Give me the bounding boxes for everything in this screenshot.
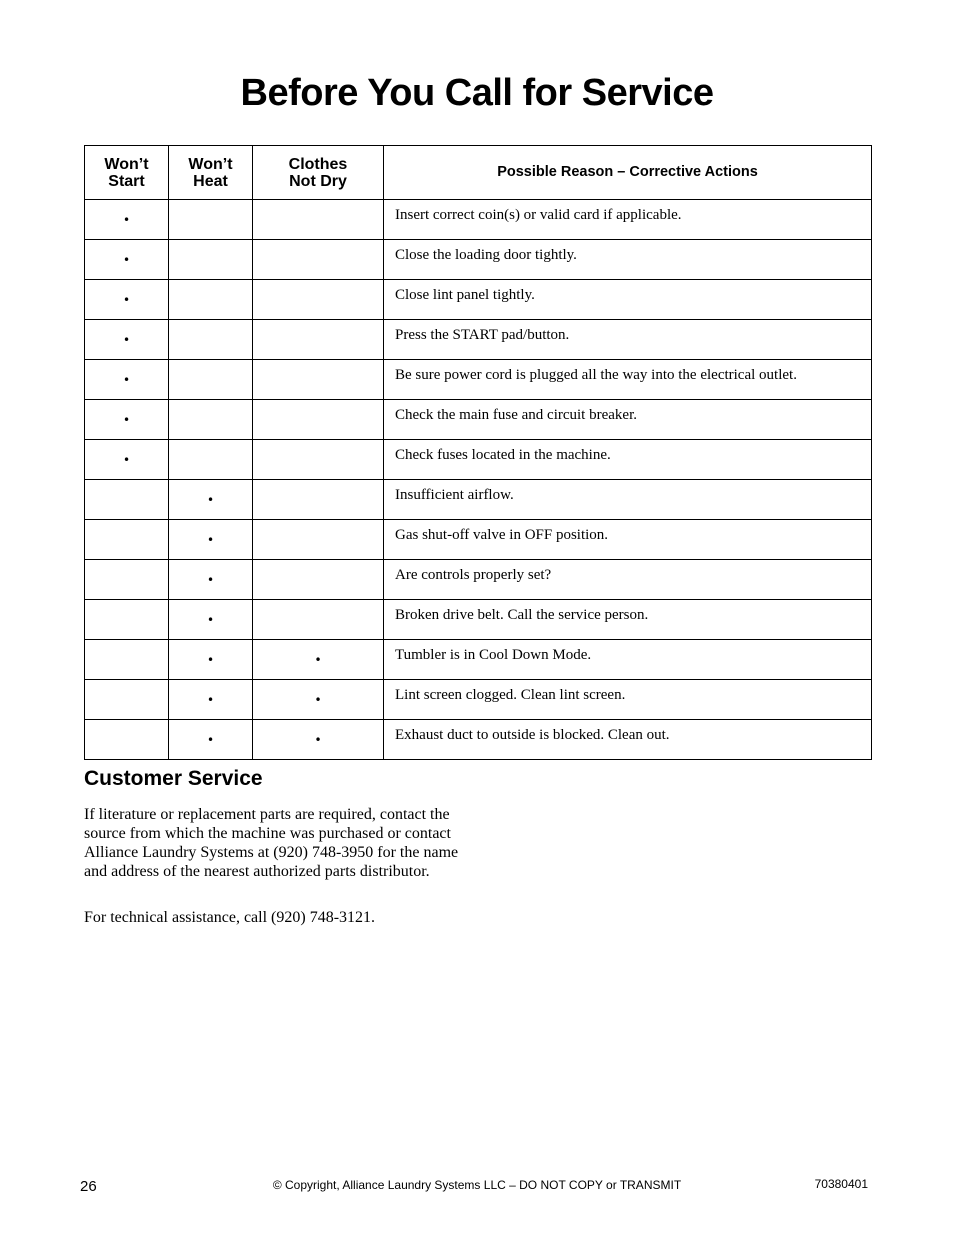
cell-wont-heat: [169, 480, 253, 520]
bullet-mark: •: [206, 612, 215, 627]
table-header-row: [85, 146, 872, 200]
cell-reason: Lint screen clogged. Clean lint screen.: [384, 680, 872, 720]
table-row: [85, 520, 872, 560]
cell-reason: Broken drive belt. Call the service person.: [384, 600, 872, 640]
cell-wont-heat: [169, 680, 253, 720]
cell-not-dry: [253, 520, 384, 560]
cell-reason: Close lint panel tightly.: [384, 280, 872, 320]
bullet-mark: •: [314, 732, 322, 747]
cell-not-dry: [253, 240, 384, 280]
cell-wont-start: [85, 200, 169, 240]
customer-service-heading: Customer Service: [84, 767, 263, 790]
cell-not-dry: [253, 440, 384, 480]
header-possible-reason: Possible Reason – Corrective Actions: [384, 146, 872, 200]
cell-not-dry: [253, 280, 384, 320]
cell-wont-start: [85, 640, 169, 680]
troubleshooting-table: [84, 145, 872, 760]
cell-not-dry: [253, 640, 384, 680]
cell-not-dry: [253, 360, 384, 400]
table-row: [85, 480, 872, 520]
page-title: Before You Call for Service: [240, 72, 714, 114]
cell-wont-heat: [169, 600, 253, 640]
cell-wont-heat: [169, 720, 253, 760]
cell-wont-start: [85, 440, 169, 480]
table-row: [85, 680, 872, 720]
bullet-mark: •: [206, 692, 215, 707]
cell-wont-heat: [169, 200, 253, 240]
cell-wont-start: [85, 600, 169, 640]
cell-wont-heat: [169, 560, 253, 600]
bullet-mark: •: [206, 532, 215, 547]
cell-not-dry: [253, 320, 384, 360]
cell-wont-start: [85, 280, 169, 320]
cell-wont-heat: [169, 440, 253, 480]
table-row: [85, 200, 872, 240]
cell-wont-heat: [169, 320, 253, 360]
cell-wont-start: [85, 400, 169, 440]
table-row: [85, 640, 872, 680]
header-clothes-not-dry: Clothes Not Dry: [253, 146, 384, 200]
cell-wont-heat: [169, 280, 253, 320]
header-wont-heat: Won’t Heat: [169, 146, 253, 200]
table-row: [85, 240, 872, 280]
cell-wont-heat: [169, 360, 253, 400]
bullet-mark: •: [122, 252, 131, 267]
cell-reason: Gas shut-off valve in OFF position.: [384, 520, 872, 560]
table-row: [85, 400, 872, 440]
cell-wont-start: [85, 520, 169, 560]
cell-reason: Insufficient airflow.: [384, 480, 872, 520]
cell-reason: Check fuses located in the machine.: [384, 440, 872, 480]
bullet-mark: •: [122, 412, 131, 427]
cell-reason: Check the main fuse and circuit breaker.: [384, 400, 872, 440]
cell-reason: Exhaust duct to outside is blocked. Clean out.: [384, 720, 872, 760]
table-row: [85, 720, 872, 760]
cell-reason: Tumbler is in Cool Down Mode.: [384, 640, 872, 680]
bullet-mark: •: [314, 652, 322, 667]
cell-wont-start: [85, 320, 169, 360]
cell-not-dry: [253, 200, 384, 240]
cell-not-dry: [253, 720, 384, 760]
cell-wont-start: [85, 480, 169, 520]
document-number: 70380401: [814, 1177, 868, 1191]
cell-reason: Are controls properly set?: [384, 560, 872, 600]
cell-wont-heat: [169, 520, 253, 560]
customer-service-paragraph: If literature or replacement parts are required, contact the source from which the machine was purchased or contact Alliance Laundry Systems at (920) 748-3950 for the name and address of the nearest authorized parts distributor.: [84, 806, 459, 880]
table-body: [85, 200, 872, 760]
bullet-mark: •: [206, 572, 215, 587]
table-row: [85, 560, 872, 600]
table-row: [85, 440, 872, 480]
cell-not-dry: [253, 680, 384, 720]
bullet-mark: •: [122, 372, 131, 387]
cell-not-dry: [253, 560, 384, 600]
cell-wont-start: [85, 720, 169, 760]
table-row: [85, 280, 872, 320]
bullet-mark: •: [122, 212, 131, 227]
cell-not-dry: [253, 480, 384, 520]
bullet-mark: •: [206, 732, 215, 747]
table-row: [85, 360, 872, 400]
cell-wont-heat: [169, 400, 253, 440]
table-row: [85, 320, 872, 360]
bullet-mark: •: [122, 452, 131, 467]
bullet-mark: •: [122, 332, 131, 347]
page-number: 26: [80, 1178, 97, 1195]
technical-assistance-paragraph: For technical assistance, call (920) 748-3121.: [84, 909, 376, 926]
cell-reason: Insert correct coin(s) or valid card if applicable.: [384, 200, 872, 240]
cell-reason: Close the loading door tightly.: [384, 240, 872, 280]
bullet-mark: •: [122, 292, 131, 307]
cell-reason: Be sure power cord is plugged all the way into the electrical outlet.: [384, 360, 872, 400]
bullet-mark: •: [314, 692, 322, 707]
cell-wont-start: [85, 560, 169, 600]
cell-wont-start: [85, 360, 169, 400]
cell-wont-start: [85, 240, 169, 280]
cell-wont-heat: [169, 240, 253, 280]
table-row: [85, 600, 872, 640]
bullet-mark: •: [206, 652, 215, 667]
cell-wont-start: [85, 680, 169, 720]
bullet-mark: •: [206, 492, 215, 507]
cell-reason: Press the START pad/button.: [384, 320, 872, 360]
cell-wont-heat: [169, 640, 253, 680]
cell-not-dry: [253, 600, 384, 640]
cell-not-dry: [253, 400, 384, 440]
header-wont-start: Won’t Start: [85, 146, 169, 200]
copyright-notice: © Copyright, Alliance Laundry Systems LLC – DO NOT COPY or TRANSMIT: [272, 1178, 682, 1192]
